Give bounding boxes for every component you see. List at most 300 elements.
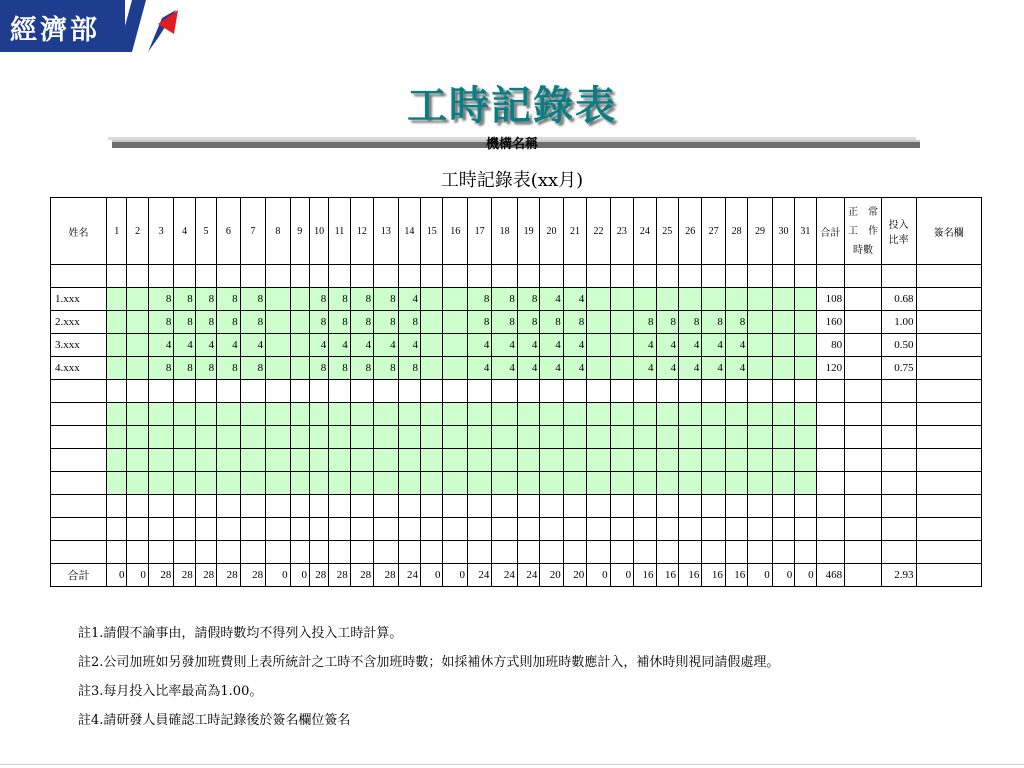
day-hours-cell[interactable] [678,380,701,403]
signature-cell[interactable] [916,426,982,449]
day-hours-cell[interactable] [374,518,398,541]
day-hours-cell[interactable] [374,265,398,288]
day-hours-cell[interactable]: 4 [563,334,586,357]
day-hours-cell[interactable] [610,541,633,564]
day-hours-cell[interactable] [174,265,195,288]
day-hours-cell[interactable] [290,472,309,495]
day-hours-cell[interactable] [702,380,725,403]
day-hours-cell[interactable] [610,265,633,288]
day-hours-cell[interactable] [443,334,467,357]
day-hours-cell[interactable] [421,380,443,403]
day-hours-cell[interactable] [725,288,747,311]
day-hours-cell[interactable] [725,518,747,541]
day-hours-cell[interactable] [398,403,420,426]
day-hours-cell[interactable] [748,472,772,495]
day-hours-cell[interactable] [217,541,240,564]
day-hours-cell[interactable] [492,265,517,288]
day-hours-cell[interactable] [398,495,420,518]
day-hours-cell[interactable] [587,426,610,449]
day-hours-cell[interactable] [309,449,328,472]
day-hours-cell[interactable] [748,288,772,311]
day-hours-cell[interactable]: 4 [350,334,373,357]
day-hours-cell[interactable] [634,518,656,541]
day-hours-cell[interactable] [290,357,309,380]
day-hours-cell[interactable] [634,541,656,564]
day-hours-cell[interactable] [772,518,794,541]
day-hours-cell[interactable] [610,449,633,472]
day-hours-cell[interactable] [290,518,309,541]
signature-cell[interactable] [916,265,982,288]
day-hours-cell[interactable] [517,449,539,472]
day-hours-cell[interactable] [217,380,240,403]
day-hours-cell[interactable] [290,334,309,357]
day-hours-cell[interactable] [266,426,290,449]
day-hours-cell[interactable] [127,426,148,449]
day-hours-cell[interactable] [517,518,539,541]
day-hours-cell[interactable] [266,265,290,288]
day-hours-cell[interactable] [656,403,678,426]
day-hours-cell[interactable] [467,472,491,495]
day-hours-cell[interactable] [517,380,539,403]
day-hours-cell[interactable] [107,449,127,472]
day-hours-cell[interactable]: 8 [217,311,240,334]
day-hours-cell[interactable] [443,541,467,564]
day-hours-cell[interactable]: 8 [329,311,350,334]
day-hours-cell[interactable] [540,449,563,472]
day-hours-cell[interactable] [725,541,747,564]
day-hours-cell[interactable] [587,472,610,495]
employee-name-cell[interactable] [51,518,107,541]
day-hours-cell[interactable] [309,426,328,449]
day-hours-cell[interactable] [492,472,517,495]
day-hours-cell[interactable] [772,449,794,472]
day-hours-cell[interactable] [127,403,148,426]
day-hours-cell[interactable] [610,357,633,380]
day-hours-cell[interactable] [174,518,195,541]
day-hours-cell[interactable] [634,403,656,426]
day-hours-cell[interactable] [678,518,701,541]
day-hours-cell[interactable]: 4 [656,357,678,380]
day-hours-cell[interactable]: 8 [350,288,373,311]
day-hours-cell[interactable] [656,495,678,518]
day-hours-cell[interactable] [398,472,420,495]
day-hours-cell[interactable] [127,449,148,472]
day-hours-cell[interactable]: 8 [329,288,350,311]
day-hours-cell[interactable] [467,449,491,472]
day-hours-cell[interactable]: 8 [374,288,398,311]
day-hours-cell[interactable] [290,403,309,426]
day-hours-cell[interactable] [350,449,373,472]
day-hours-cell[interactable] [421,541,443,564]
day-hours-cell[interactable] [374,472,398,495]
day-hours-cell[interactable] [329,265,350,288]
day-hours-cell[interactable]: 8 [350,357,373,380]
day-hours-cell[interactable] [702,426,725,449]
day-hours-cell[interactable] [702,265,725,288]
day-hours-cell[interactable]: 8 [467,288,491,311]
day-hours-cell[interactable] [748,334,772,357]
day-hours-cell[interactable] [127,541,148,564]
day-hours-cell[interactable] [217,426,240,449]
day-hours-cell[interactable] [443,472,467,495]
day-hours-cell[interactable] [148,495,173,518]
day-hours-cell[interactable] [148,426,173,449]
day-hours-cell[interactable] [772,403,794,426]
day-hours-cell[interactable] [563,472,586,495]
employee-name-cell[interactable] [51,265,107,288]
day-hours-cell[interactable] [492,495,517,518]
day-hours-cell[interactable] [610,403,633,426]
day-hours-cell[interactable]: 4 [374,334,398,357]
day-hours-cell[interactable] [563,541,586,564]
day-hours-cell[interactable] [195,541,216,564]
day-hours-cell[interactable]: 8 [240,357,265,380]
day-hours-cell[interactable] [610,426,633,449]
day-hours-cell[interactable] [634,472,656,495]
day-hours-cell[interactable] [678,265,701,288]
day-hours-cell[interactable] [772,334,794,357]
employee-name-cell[interactable]: 3.xxx [51,334,107,357]
day-hours-cell[interactable] [795,334,816,357]
day-hours-cell[interactable] [195,449,216,472]
day-hours-cell[interactable] [329,541,350,564]
day-hours-cell[interactable] [702,518,725,541]
day-hours-cell[interactable] [217,403,240,426]
day-hours-cell[interactable]: 4 [634,357,656,380]
day-hours-cell[interactable] [656,288,678,311]
day-hours-cell[interactable]: 8 [374,357,398,380]
day-hours-cell[interactable]: 8 [309,357,328,380]
day-hours-cell[interactable] [174,472,195,495]
day-hours-cell[interactable]: 8 [217,288,240,311]
day-hours-cell[interactable] [398,541,420,564]
day-hours-cell[interactable]: 4 [467,357,491,380]
day-hours-cell[interactable] [587,288,610,311]
day-hours-cell[interactable]: 8 [634,311,656,334]
day-hours-cell[interactable] [350,380,373,403]
day-hours-cell[interactable]: 8 [398,311,420,334]
day-hours-cell[interactable] [127,518,148,541]
day-hours-cell[interactable] [563,265,586,288]
day-hours-cell[interactable] [563,403,586,426]
day-hours-cell[interactable] [329,518,350,541]
day-hours-cell[interactable] [174,449,195,472]
day-hours-cell[interactable] [266,403,290,426]
day-hours-cell[interactable]: 8 [195,288,216,311]
day-hours-cell[interactable] [795,426,816,449]
day-hours-cell[interactable] [587,380,610,403]
day-hours-cell[interactable] [309,472,328,495]
day-hours-cell[interactable] [748,518,772,541]
day-hours-cell[interactable] [127,495,148,518]
day-hours-cell[interactable] [517,403,539,426]
day-hours-cell[interactable] [217,518,240,541]
day-hours-cell[interactable] [107,472,127,495]
day-hours-cell[interactable] [421,403,443,426]
day-hours-cell[interactable] [610,334,633,357]
day-hours-cell[interactable]: 4 [725,357,747,380]
day-hours-cell[interactable]: 8 [350,311,373,334]
day-hours-cell[interactable] [240,380,265,403]
day-hours-cell[interactable]: 4 [217,334,240,357]
day-hours-cell[interactable] [290,426,309,449]
signature-cell[interactable] [916,357,982,380]
day-hours-cell[interactable] [587,449,610,472]
day-hours-cell[interactable]: 8 [656,311,678,334]
day-hours-cell[interactable] [563,426,586,449]
day-hours-cell[interactable] [563,380,586,403]
day-hours-cell[interactable] [127,265,148,288]
employee-name-cell[interactable]: 2.xxx [51,311,107,334]
day-hours-cell[interactable] [610,380,633,403]
day-hours-cell[interactable] [421,334,443,357]
day-hours-cell[interactable] [517,495,539,518]
day-hours-cell[interactable] [443,311,467,334]
day-hours-cell[interactable] [748,380,772,403]
day-hours-cell[interactable] [174,495,195,518]
day-hours-cell[interactable] [748,449,772,472]
day-hours-cell[interactable] [350,265,373,288]
day-hours-cell[interactable] [148,449,173,472]
day-hours-cell[interactable] [374,495,398,518]
day-hours-cell[interactable] [467,380,491,403]
day-hours-cell[interactable] [107,403,127,426]
day-hours-cell[interactable] [266,449,290,472]
day-hours-cell[interactable] [309,265,328,288]
day-hours-cell[interactable] [748,265,772,288]
day-hours-cell[interactable]: 4 [563,357,586,380]
signature-cell[interactable] [916,449,982,472]
day-hours-cell[interactable] [398,449,420,472]
day-hours-cell[interactable] [148,472,173,495]
employee-name-cell[interactable] [51,472,107,495]
day-hours-cell[interactable] [127,357,148,380]
day-hours-cell[interactable] [725,472,747,495]
day-hours-cell[interactable]: 8 [540,311,563,334]
day-hours-cell[interactable] [795,288,816,311]
day-hours-cell[interactable]: 8 [398,357,420,380]
day-hours-cell[interactable] [772,380,794,403]
day-hours-cell[interactable]: 8 [309,311,328,334]
day-hours-cell[interactable] [795,380,816,403]
total-label[interactable]: 合計 [51,564,107,587]
signature-cell[interactable] [916,403,982,426]
day-hours-cell[interactable] [374,403,398,426]
employee-name-cell[interactable] [51,403,107,426]
signature-cell[interactable] [916,380,982,403]
day-hours-cell[interactable] [634,380,656,403]
day-hours-cell[interactable]: 8 [492,311,517,334]
day-hours-cell[interactable] [421,357,443,380]
day-hours-cell[interactable]: 8 [195,357,216,380]
day-hours-cell[interactable] [772,311,794,334]
day-hours-cell[interactable]: 4 [467,334,491,357]
day-hours-cell[interactable] [398,518,420,541]
day-hours-cell[interactable] [398,380,420,403]
day-hours-cell[interactable] [266,288,290,311]
day-hours-cell[interactable]: 4 [329,334,350,357]
day-hours-cell[interactable]: 4 [656,334,678,357]
day-hours-cell[interactable] [266,495,290,518]
day-hours-cell[interactable] [329,472,350,495]
day-hours-cell[interactable] [795,357,816,380]
day-hours-cell[interactable] [725,495,747,518]
day-hours-cell[interactable] [656,426,678,449]
day-hours-cell[interactable] [492,403,517,426]
day-hours-cell[interactable] [795,311,816,334]
day-hours-cell[interactable]: 4 [398,288,420,311]
day-hours-cell[interactable] [517,265,539,288]
day-hours-cell[interactable] [309,541,328,564]
day-hours-cell[interactable] [702,288,725,311]
day-hours-cell[interactable] [587,495,610,518]
day-hours-cell[interactable] [374,541,398,564]
day-hours-cell[interactable]: 4 [195,334,216,357]
day-hours-cell[interactable] [350,403,373,426]
day-hours-cell[interactable] [329,380,350,403]
day-hours-cell[interactable] [634,265,656,288]
day-hours-cell[interactable]: 8 [517,311,539,334]
day-hours-cell[interactable] [266,518,290,541]
day-hours-cell[interactable] [240,495,265,518]
day-hours-cell[interactable] [148,265,173,288]
day-hours-cell[interactable] [148,541,173,564]
employee-name-cell[interactable] [51,426,107,449]
day-hours-cell[interactable]: 8 [678,311,701,334]
day-hours-cell[interactable] [725,380,747,403]
day-hours-cell[interactable] [127,288,148,311]
employee-name-cell[interactable] [51,541,107,564]
day-hours-cell[interactable] [587,357,610,380]
day-hours-cell[interactable] [725,426,747,449]
day-hours-cell[interactable] [107,541,127,564]
day-hours-cell[interactable] [443,426,467,449]
employee-name-cell[interactable] [51,380,107,403]
day-hours-cell[interactable] [329,449,350,472]
day-hours-cell[interactable] [148,403,173,426]
day-hours-cell[interactable] [492,518,517,541]
day-hours-cell[interactable] [772,426,794,449]
day-hours-cell[interactable] [217,472,240,495]
day-hours-cell[interactable] [195,265,216,288]
day-hours-cell[interactable] [795,472,816,495]
employee-name-cell[interactable] [51,449,107,472]
day-hours-cell[interactable] [174,403,195,426]
day-hours-cell[interactable] [195,518,216,541]
signature-cell[interactable] [916,334,982,357]
day-hours-cell[interactable] [678,288,701,311]
day-hours-cell[interactable] [795,541,816,564]
day-hours-cell[interactable] [492,426,517,449]
day-hours-cell[interactable] [195,380,216,403]
day-hours-cell[interactable] [587,334,610,357]
day-hours-cell[interactable] [240,265,265,288]
day-hours-cell[interactable] [587,518,610,541]
day-hours-cell[interactable] [540,518,563,541]
day-hours-cell[interactable]: 8 [174,311,195,334]
day-hours-cell[interactable]: 4 [678,357,701,380]
day-hours-cell[interactable] [587,265,610,288]
day-hours-cell[interactable] [217,265,240,288]
day-hours-cell[interactable] [610,518,633,541]
day-hours-cell[interactable] [610,311,633,334]
day-hours-cell[interactable] [290,449,309,472]
day-hours-cell[interactable] [374,449,398,472]
signature-cell[interactable] [916,518,982,541]
signature-cell[interactable] [916,495,982,518]
day-hours-cell[interactable]: 4 [492,334,517,357]
signature-cell[interactable] [916,288,982,311]
day-hours-cell[interactable] [772,495,794,518]
day-hours-cell[interactable]: 8 [148,288,173,311]
day-hours-cell[interactable]: 4 [148,334,173,357]
day-hours-cell[interactable] [107,518,127,541]
day-hours-cell[interactable]: 4 [517,357,539,380]
day-hours-cell[interactable]: 4 [725,334,747,357]
day-hours-cell[interactable] [795,449,816,472]
day-hours-cell[interactable] [748,311,772,334]
day-hours-cell[interactable]: 4 [240,334,265,357]
day-hours-cell[interactable] [374,426,398,449]
employee-name-cell[interactable] [51,495,107,518]
day-hours-cell[interactable] [290,288,309,311]
day-hours-cell[interactable] [217,449,240,472]
day-hours-cell[interactable] [240,403,265,426]
day-hours-cell[interactable] [443,403,467,426]
day-hours-cell[interactable] [702,495,725,518]
day-hours-cell[interactable] [492,541,517,564]
day-hours-cell[interactable]: 4 [540,288,563,311]
day-hours-cell[interactable]: 8 [174,288,195,311]
day-hours-cell[interactable] [290,380,309,403]
day-hours-cell[interactable] [148,380,173,403]
day-hours-cell[interactable] [266,357,290,380]
day-hours-cell[interactable] [421,288,443,311]
day-hours-cell[interactable] [443,357,467,380]
day-hours-cell[interactable] [107,334,127,357]
day-hours-cell[interactable]: 8 [492,288,517,311]
day-hours-cell[interactable] [678,495,701,518]
day-hours-cell[interactable]: 8 [702,311,725,334]
day-hours-cell[interactable] [772,265,794,288]
day-hours-cell[interactable]: 8 [563,311,586,334]
day-hours-cell[interactable] [656,449,678,472]
day-hours-cell[interactable]: 4 [174,334,195,357]
day-hours-cell[interactable] [443,495,467,518]
day-hours-cell[interactable] [492,449,517,472]
day-hours-cell[interactable]: 8 [467,311,491,334]
day-hours-cell[interactable] [772,357,794,380]
day-hours-cell[interactable] [563,495,586,518]
day-hours-cell[interactable] [748,403,772,426]
day-hours-cell[interactable] [678,449,701,472]
day-hours-cell[interactable] [587,403,610,426]
day-hours-cell[interactable] [421,518,443,541]
day-hours-cell[interactable] [702,449,725,472]
day-hours-cell[interactable] [443,380,467,403]
day-hours-cell[interactable] [467,426,491,449]
day-hours-cell[interactable]: 4 [492,357,517,380]
day-hours-cell[interactable] [127,311,148,334]
day-hours-cell[interactable]: 4 [540,357,563,380]
day-hours-cell[interactable] [540,380,563,403]
day-hours-cell[interactable] [795,518,816,541]
day-hours-cell[interactable]: 4 [517,334,539,357]
day-hours-cell[interactable] [610,472,633,495]
day-hours-cell[interactable] [217,495,240,518]
day-hours-cell[interactable] [107,288,127,311]
day-hours-cell[interactable] [329,403,350,426]
